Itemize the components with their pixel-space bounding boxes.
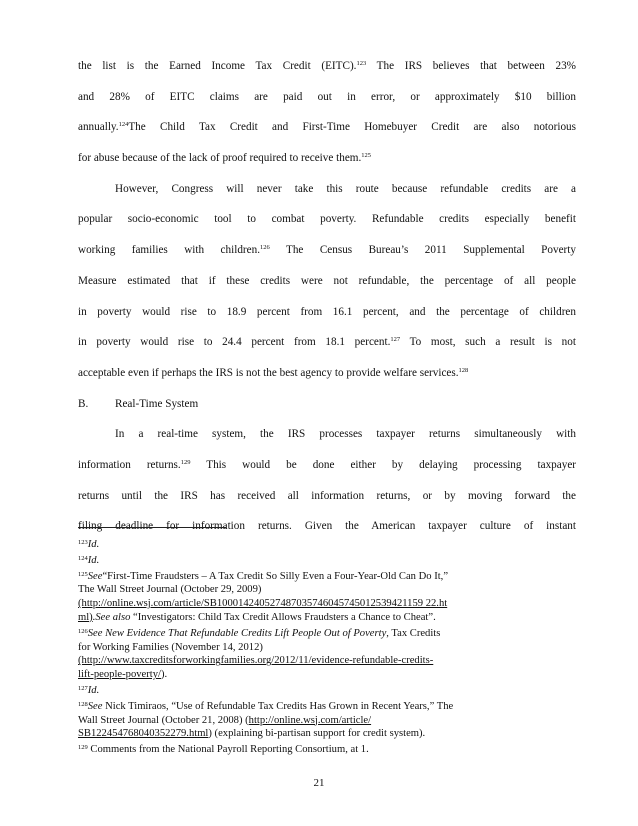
text-run: information returns. <box>78 458 181 471</box>
footnote-link[interactable]: SB122454768040352279.html <box>78 728 209 740</box>
see-signal: See <box>87 700 103 712</box>
footnote-text: Id. <box>87 684 100 696</box>
footnote-126 <box>78 625 562 641</box>
footnote-text: Nick Timiraos, “Use of Refundable Tax Credits Has Grown in Recent Years,” The <box>102 700 454 712</box>
footnote-125-line-2 <box>78 583 562 597</box>
footnote-link[interactable]: (http://online.wsj.com/article/SB100014240527487035746045745012539421159 22.ht <box>78 598 448 610</box>
footnote-ref[interactable]: 123 <box>356 60 367 67</box>
footnote-link[interactable]: lift-people-poverty/ <box>78 669 161 681</box>
footnote-ref[interactable]: 125 <box>361 152 372 160</box>
body-line <box>78 428 576 459</box>
section-letter: B. <box>78 397 89 410</box>
body-line <box>78 244 576 275</box>
text-run: in poverty would rise to 18.9 percent from 16.1 percent, and the percentage of children <box>78 305 576 318</box>
footnote-separator <box>78 527 226 528</box>
body-line <box>78 183 576 214</box>
body-line <box>78 490 576 521</box>
body-line <box>78 60 576 91</box>
footnote-text: Wall Street Journal (October 21, 2008) ( <box>78 714 249 726</box>
footnote-text: Id. <box>87 539 100 550</box>
text-run: for abuse because of the lack of proof required to receive them. <box>78 152 362 165</box>
body-line <box>78 213 576 244</box>
footnote-text: Comments from the National Payroll Reporting Consortium, at 1. <box>87 744 369 756</box>
footnote-number: 128 <box>78 700 88 708</box>
footnote-text: ) (explaining bi-partisan support for credit system). <box>208 728 426 740</box>
footnote-ref[interactable]: 124 <box>118 121 129 129</box>
body-line <box>78 152 576 183</box>
page-number: 21 <box>313 777 325 789</box>
footnote-text: “First-Time Fraudsters – A Tax Credit So Silly Even a Four-Year-Old Can Do It,” <box>102 570 449 582</box>
footnote-127 <box>78 682 562 698</box>
footnote-125-line-4 <box>78 611 562 625</box>
text-run: The Child Tax Credit and First-Time Homebuyer Credit are also notorious <box>128 121 576 134</box>
body-line <box>78 459 576 490</box>
footnote-text: The Wall Street Journal (October 29, 2009) <box>78 584 262 596</box>
text-run: the list is the Earned Income Tax Credit (EITC). <box>78 60 357 72</box>
text-run: annually. <box>78 121 119 134</box>
footnote-text: ). <box>160 669 168 681</box>
text-run: To most, such a result is not <box>400 336 576 349</box>
body-line <box>78 91 576 122</box>
body-line <box>78 306 576 337</box>
text-run: Measure estimated that if these credits were not refundable, the percentage of all people <box>78 274 576 287</box>
text-run: acceptable even if perhaps the IRS is not the best agency to provide welfare services. <box>78 366 459 379</box>
footnote-number: 124 <box>78 554 88 562</box>
footnote-number: 123 <box>78 539 88 546</box>
body-line <box>78 121 576 152</box>
body-text <box>78 60 576 551</box>
text-run: filing deadline for information returns. Given the American taxpayer culture of instant <box>78 520 576 533</box>
text-run: However, Congress will never take this route because refundable credits are a <box>115 182 576 195</box>
text-run: In a real-time system, the IRS processes taxpayer returns simultaneously with <box>115 428 576 441</box>
footnote-128-line-2 <box>78 714 562 728</box>
text-run: working families with children. <box>78 244 260 257</box>
text-run: This would be done either by delaying processing taxpayer <box>190 458 576 471</box>
footnote-126-line-2 <box>78 641 562 655</box>
footnote-text: , Tax Credits <box>386 627 441 639</box>
footnote-ref[interactable]: 126 <box>260 244 270 252</box>
footnote-text: for Working Families (November 14, 2012) <box>78 641 263 653</box>
footnote-title: See New Evidence That Refundable Credits Lift People Out of Poverty <box>87 627 387 639</box>
footnote-125-line-3 <box>78 597 562 611</box>
footnote-125 <box>78 568 562 584</box>
footnote-126-line-4 <box>78 668 562 682</box>
see-also-signal: .See also <box>92 611 131 623</box>
text-run: and 28% of EITC claims are paid out in error, or approximately $10 billion <box>78 90 576 103</box>
footnote-126-line-3 <box>78 654 562 668</box>
footnote-ref[interactable]: 128 <box>458 366 469 374</box>
see-signal: See <box>87 570 103 582</box>
footnote-number: 125 <box>78 570 88 578</box>
footnote-text: “Investigators: Child Tax Credit Allows Fraudsters a Chance to Cheat”. <box>130 611 436 623</box>
footnote-number: 127 <box>78 684 88 692</box>
footnote-129 <box>78 741 562 757</box>
footnote-link[interactable]: http://online.wsj.com/article/ <box>248 714 372 726</box>
body-line <box>78 367 576 398</box>
footnotes <box>78 536 562 757</box>
footnote-link[interactable]: (http://www.taxcreditsforworkingfamilies.org/2012/11/evidence-refundable-credits- <box>78 655 434 667</box>
footnote-number: 126 <box>78 627 88 635</box>
footnote-text: Id. <box>87 554 100 566</box>
footnote-number: 129 <box>78 744 88 752</box>
text-run: popular socio-economic tool to combat poverty. Refundable credits especially benefit <box>78 213 576 226</box>
body-line <box>78 275 576 306</box>
body-line <box>78 336 576 367</box>
section-heading <box>78 398 576 429</box>
text-run: returns until the IRS has received all information returns, or by moving forward the <box>78 489 576 502</box>
text-run: in poverty would rise to 24.4 percent from 18.1 percent. <box>78 336 391 349</box>
footnote-128-line-3 <box>78 727 562 741</box>
text-run: The IRS believes that between 23% <box>366 60 576 72</box>
section-title: Real-Time System <box>115 397 199 410</box>
footnote-124 <box>78 552 562 568</box>
footnote-ref[interactable]: 127 <box>390 336 401 344</box>
footnote-128 <box>78 698 562 714</box>
footnote-link[interactable]: ml) <box>78 611 93 623</box>
footnote-ref[interactable]: 129 <box>180 458 191 466</box>
text-run: The Census Bureau’s 2011 Supplemental Poverty <box>269 244 576 257</box>
footnote-123 <box>78 536 562 552</box>
